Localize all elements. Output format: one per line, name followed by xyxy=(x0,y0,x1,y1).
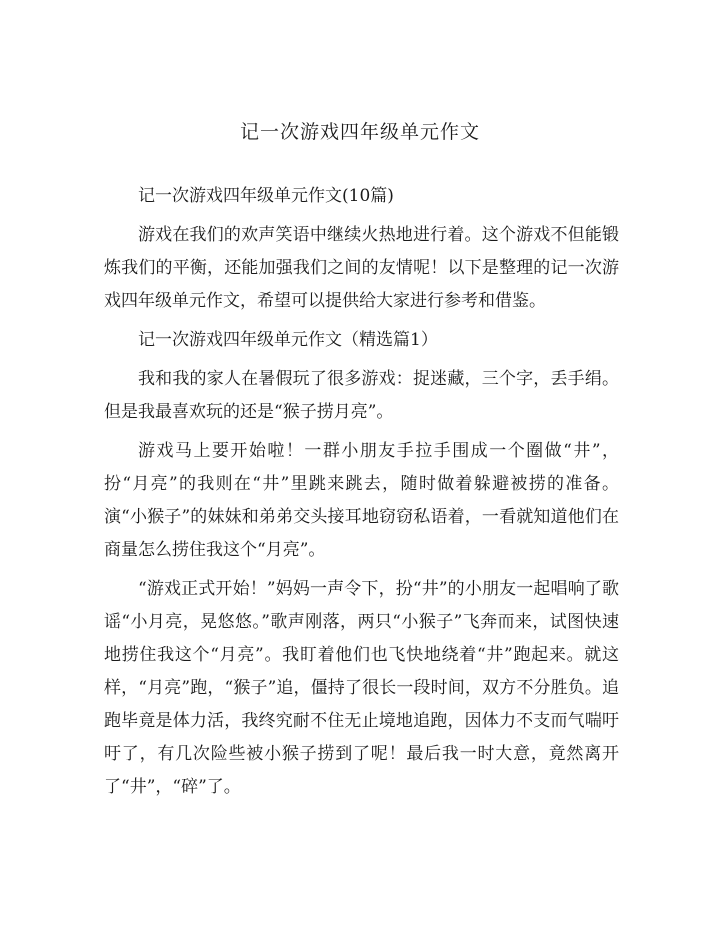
document-title: 记一次游戏四年级单元作文 xyxy=(239,121,480,143)
section-heading: 记一次游戏四年级单元作文（精选篇1） xyxy=(138,330,438,350)
subtitle-paragraph: 记一次游戏四年级单元作文(10篇) xyxy=(138,186,394,206)
body-paragraph: “游戏正式开始！”妈妈一声令下，扮“井”的小朋友一起唱响了歌谣“小月亮，晃悠悠。”歌声刚落，两只“小猴子”飞奔而来，试图快速地捞住我这个“月亮”。我盯着他们也飞快地绕着“井”跑起来。就这样，“月亮”跑，“猴子”追，僵持了很长一段时间，双方不分胜负。追跑毕竟是体力活，我终究耐不住无止境地追跑，因体力不支而气喘吁吁了，有几次险些被小猴子捞到了呢！最后我一时大意，竟然离开了“井”，“碎”了。 xyxy=(104,579,619,797)
document-body xyxy=(104,180,619,810)
body-paragraph: 游戏马上要开始啦！一群小朋友手拉手围成一个圈做“井”，扮“月亮”的我则在“井”里跳来跳去，随时做着躲避被捞的准备。演“小猴子”的妹妹和弟弟交头接耳地窃窃私语着，一看就知道他们在商量怎么捞住我这个“月亮”。 xyxy=(104,441,619,560)
body-paragraph: 我和我的家人在暑假玩了很多游戏：捉迷藏，三个字，丢手绢。但是我最喜欢玩的还是“猴子捞月亮”。 xyxy=(104,369,619,422)
intro-paragraph: 游戏在我们的欢声笑语中继续火热地进行着。这个游戏不但能锻炼我们的平衡，还能加强我们之间的友情呢！以下是整理的记一次游戏四年级单元作文，希望可以提供给大家进行参考和借鉴。 xyxy=(104,225,619,311)
